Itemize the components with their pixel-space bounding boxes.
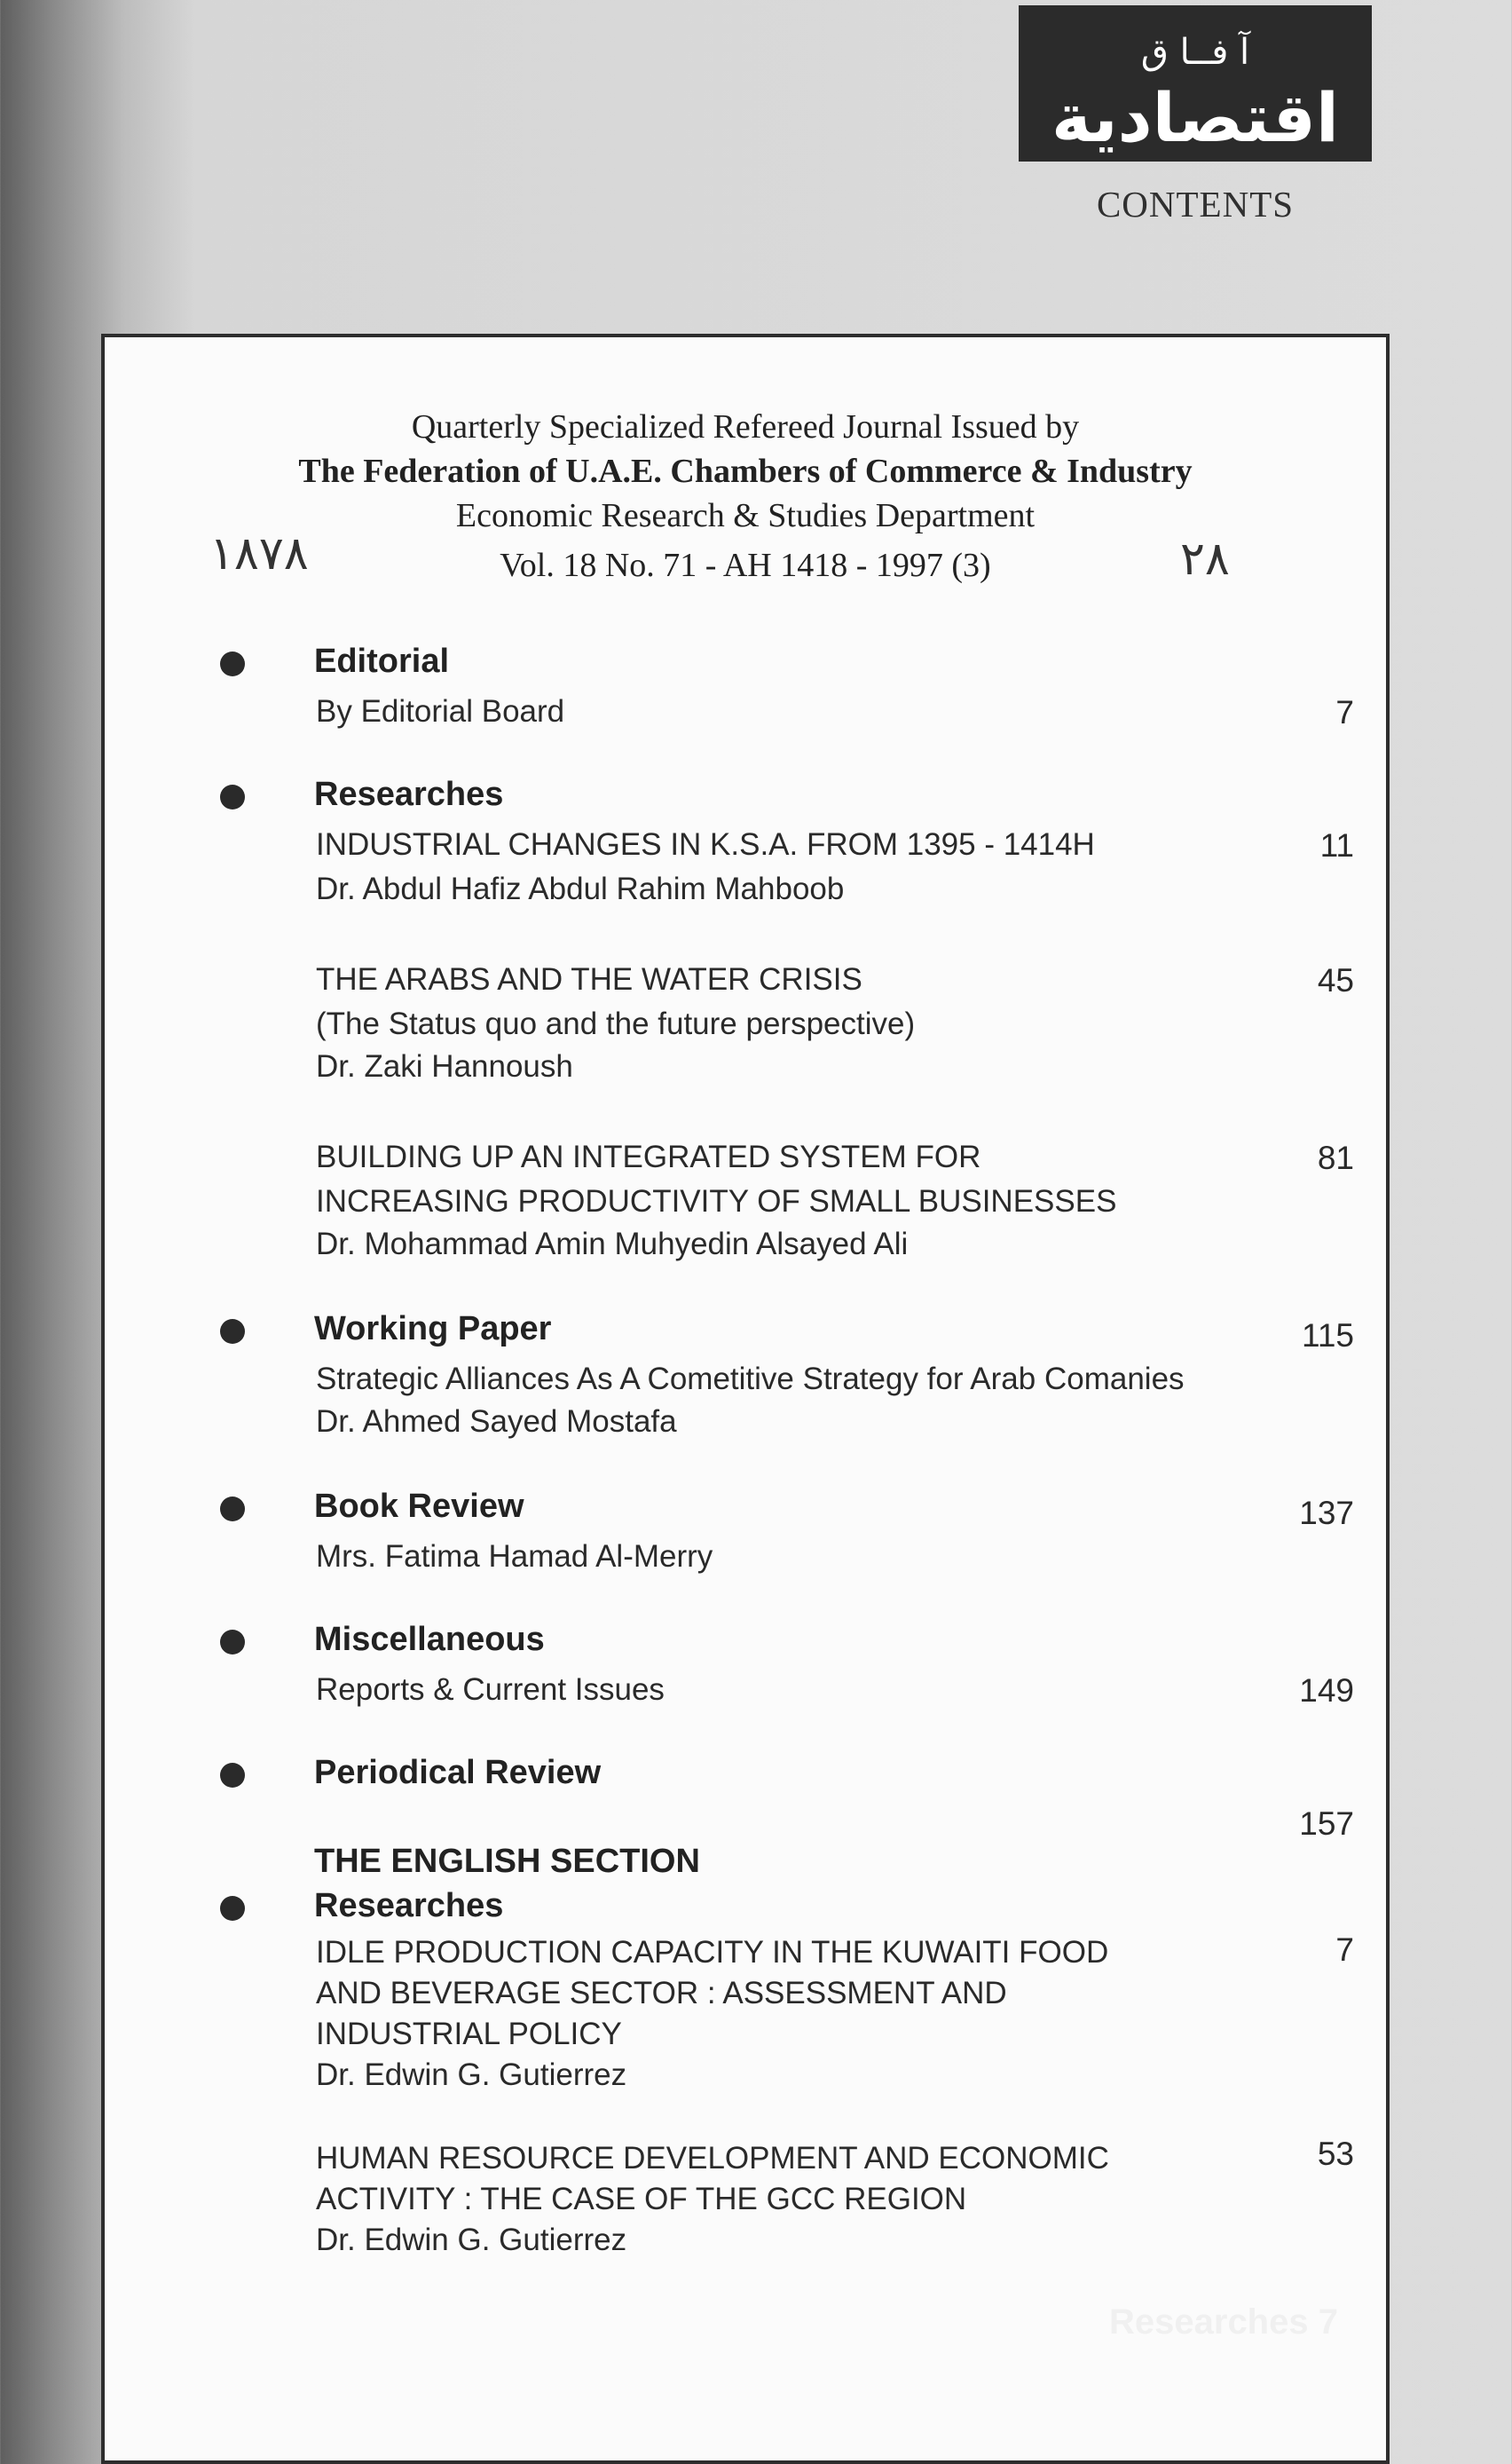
contents-title: CONTENTS: [1096, 184, 1295, 225]
handwritten-number-left: ١٨٧٨: [209, 527, 309, 580]
entry-line: HUMAN RESOURCE DEVELOPMENT AND ECONOMIC: [316, 2141, 1109, 2176]
section-heading-periodical-review: Periodical Review: [314, 1754, 602, 1791]
page-number: 149: [1299, 1672, 1354, 1709]
entry-line: THE ARABS AND THE WATER CRISIS: [316, 962, 862, 997]
bullet-icon: [220, 1763, 245, 1788]
header-volume: Vol. 18 No. 71 - AH 1418 - 1997 (3): [500, 547, 991, 584]
entry-line: Reports & Current Issues: [316, 1672, 665, 1707]
section-heading-working-paper: Working Paper: [314, 1310, 552, 1347]
bullet-icon: [220, 1630, 245, 1655]
entry-line: Dr. Edwin G. Gutierrez: [316, 2223, 627, 2257]
section-heading-miscellaneous: Miscellaneous: [314, 1621, 545, 1658]
entry-line: INDUSTRIAL CHANGES IN K.S.A. FROM 1395 - 1414H: [316, 827, 1095, 862]
logo-small-text: آ فــا ق: [1140, 32, 1250, 73]
bullet-icon: [220, 652, 245, 676]
entry-line: ACTIVITY : THE CASE OF THE GCC REGION: [316, 2182, 967, 2216]
section-heading-editorial: Editorial: [314, 643, 450, 680]
page-number: 115: [1302, 1317, 1354, 1354]
bullet-icon: [220, 785, 245, 809]
entry-line: IDLE PRODUCTION CAPACITY IN THE KUWAITI FOOD: [316, 1935, 1109, 1970]
page-number: 81: [1317, 1140, 1354, 1176]
entry-line: Strategic Alliances As A Cometitive Strategy for Arab Comanies: [316, 1362, 1185, 1396]
page-number: 137: [1299, 1495, 1354, 1531]
section-heading-researches: Researches: [314, 776, 504, 813]
page-number: 7: [1335, 1931, 1354, 1968]
entry-line: Dr. Zaki Hannoush: [316, 1049, 573, 1084]
page-number: 157: [1299, 1805, 1354, 1842]
entry-line: AND BEVERAGE SECTOR : ASSESSMENT AND: [316, 1976, 1007, 2010]
handwritten-number-right: ٢٨: [1180, 533, 1230, 586]
section-heading-book-review: Book Review: [314, 1488, 524, 1525]
page-number: 53: [1317, 2136, 1354, 2172]
bullet-icon: [220, 1896, 245, 1921]
bullet-icon: [220, 1497, 245, 1521]
page-number: 7: [1335, 694, 1354, 731]
header-line-1: Quarterly Specialized Refereed Journal Issued by: [411, 408, 1080, 446]
page-number: 45: [1317, 962, 1354, 999]
section-subheading-researches: Researches: [314, 1887, 504, 1924]
entry-line: Dr. Abdul Hafiz Abdul Rahim Mahboob: [316, 872, 845, 906]
entry-line: By Editorial Board: [316, 694, 565, 729]
entry-line: Dr. Mohammad Amin Muhyedin Alsayed Ali: [316, 1227, 909, 1261]
header-department: Economic Research & Studies Department: [455, 497, 1036, 534]
entry-line: INCREASING PRODUCTIVITY OF SMALL BUSINESSES: [316, 1184, 1117, 1219]
entry-line: BUILDING UP AN INTEGRATED SYSTEM FOR: [316, 1140, 981, 1174]
logo-big-text: اقتصادية: [1051, 78, 1339, 157]
section-heading-english-section: THE ENGLISH SECTION: [314, 1843, 700, 1880]
entry-line: (The Status quo and the future perspective): [316, 1007, 916, 1041]
page-number: 11: [1319, 827, 1354, 864]
entry-line: Dr. Edwin G. Gutierrez: [316, 2057, 627, 2092]
faded-footer-text: Researches 7: [1109, 2302, 1338, 2342]
entry-line: INDUSTRIAL POLICY: [316, 2017, 622, 2051]
bullet-icon: [220, 1319, 245, 1344]
entry-line: Mrs. Fatima Hamad Al-Merry: [316, 1539, 713, 1574]
entry-line: Dr. Ahmed Sayed Mostafa: [316, 1404, 677, 1439]
header-federation: The Federation of U.A.E. Chambers of Commerce & Industry: [298, 453, 1193, 490]
